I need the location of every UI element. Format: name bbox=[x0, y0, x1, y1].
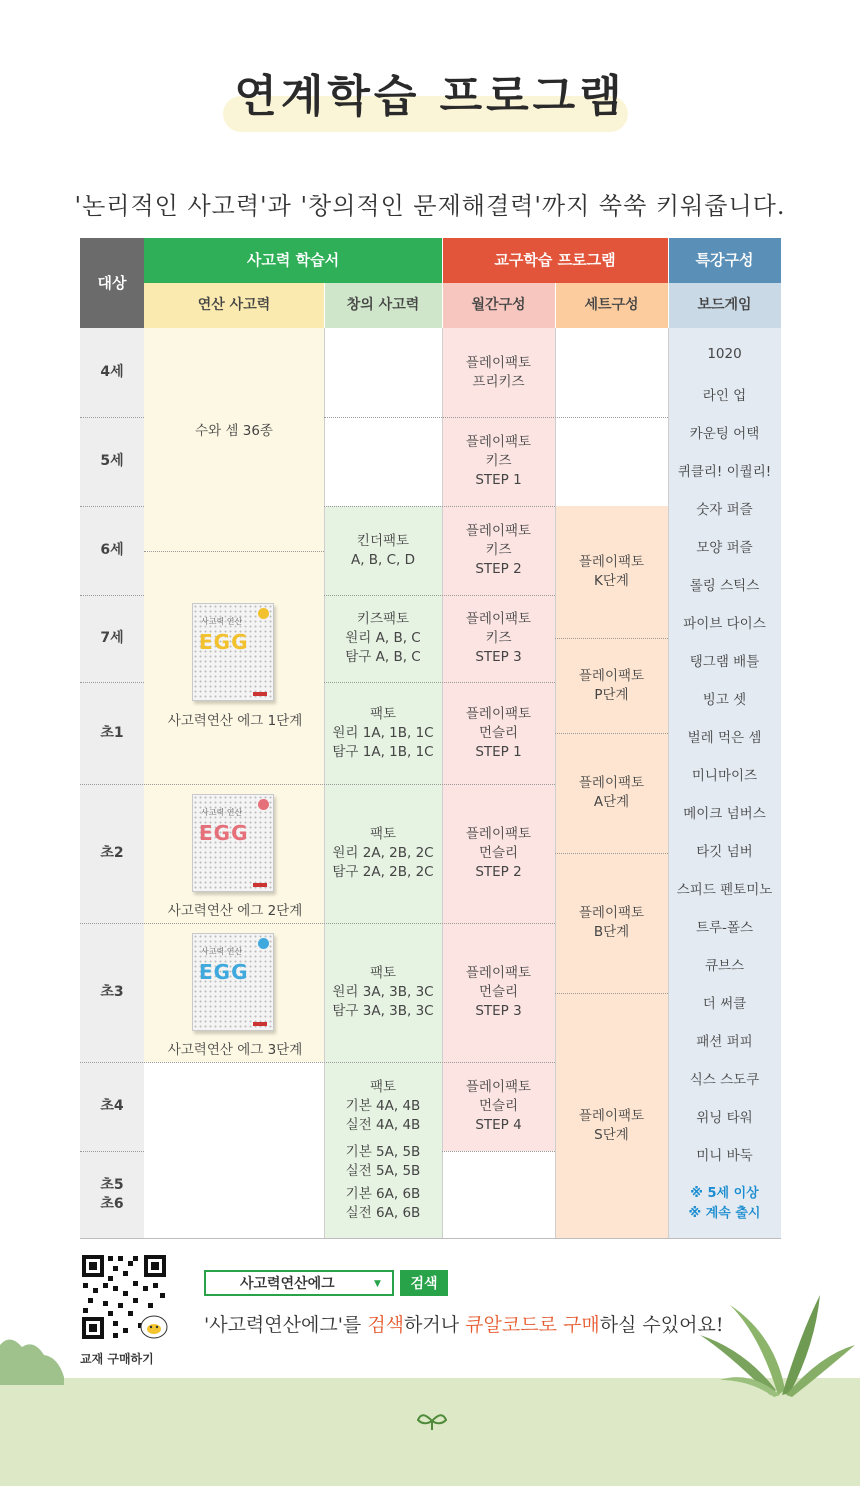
set-p: 플레이팩토 P단계 bbox=[555, 638, 668, 733]
hint-text: 하거나 bbox=[404, 1314, 466, 1336]
search-input[interactable]: 사고력연산에그 bbox=[204, 1270, 394, 1296]
book-logo: EGG bbox=[199, 630, 249, 654]
header-special: 특강구성 bbox=[668, 238, 781, 283]
qr-code-graphic bbox=[80, 1253, 168, 1341]
board-game-item: 스피드 펜토미노 bbox=[676, 882, 773, 898]
divider bbox=[442, 328, 443, 1238]
subheader-board: 보드게임 bbox=[668, 283, 781, 328]
monthly-kids-3: 플레이팩토 키즈 STEP 3 bbox=[442, 595, 555, 682]
row-separator bbox=[555, 993, 668, 994]
creative-facto-2: 팩토 원리 2A, 2B, 2C 탐구 2A, 2B, 2C bbox=[324, 784, 442, 923]
creative-kinder: 킨더팩토 A, B, C, D bbox=[324, 506, 442, 595]
row-label: 4세 bbox=[80, 328, 144, 417]
book-2-caption: 사고력연산 에그 2단계 bbox=[167, 903, 303, 919]
search-button[interactable]: 검색 bbox=[400, 1270, 448, 1296]
monthly-kids-1: 플레이팩토 키즈 STEP 1 bbox=[442, 417, 555, 506]
row-separator bbox=[555, 638, 668, 639]
table-bottom-border bbox=[80, 1238, 781, 1239]
egg-book-2-cover bbox=[192, 794, 274, 892]
monthly-step-2: 플레이팩토 먼슬리 STEP 2 bbox=[442, 784, 555, 923]
creative-facto-6: 기본 6A, 6B 실전 6A, 6B bbox=[324, 1182, 442, 1238]
monthly-kids-2: 플레이팩토 키즈 STEP 2 bbox=[442, 506, 555, 595]
publisher-logo bbox=[253, 883, 267, 887]
set-k: 플레이팩토 K단계 bbox=[555, 506, 668, 638]
subheader-set: 세트구성 bbox=[555, 283, 668, 328]
creative-empty-5 bbox=[324, 417, 442, 506]
row-separator bbox=[324, 417, 668, 418]
title-block bbox=[0, 52, 860, 142]
creative-facto-4: 팩토 기본 4A, 4B 실전 4A, 4B bbox=[324, 1062, 442, 1142]
hint-text: '사고력연산에그'를 bbox=[204, 1314, 368, 1336]
monthly-step-3: 플레이팩토 먼슬리 STEP 3 bbox=[442, 923, 555, 1062]
board-game-item: 패션 퍼피 bbox=[696, 1034, 753, 1050]
board-game-item: 숫자 퍼즐 bbox=[696, 502, 753, 518]
row-separator bbox=[80, 417, 144, 418]
row-separator bbox=[80, 1151, 144, 1152]
book-3-caption: 사고력연산 에그 3단계 bbox=[167, 1042, 303, 1058]
monthly-step-4: 플레이팩토 먼슬리 STEP 4 bbox=[442, 1062, 555, 1151]
monthly-prekids: 플레이팩토 프리키즈 bbox=[442, 328, 555, 417]
board-game-item: 파이브 다이스 bbox=[683, 616, 766, 632]
row-separator bbox=[80, 923, 555, 924]
board-game-item: 타깃 넘버 bbox=[696, 844, 753, 860]
creative-facto-3: 팩토 원리 3A, 3B, 3C 탐구 3A, 3B, 3C bbox=[324, 923, 442, 1062]
board-game-item: 미니마이즈 bbox=[691, 768, 758, 784]
row-separator bbox=[80, 682, 144, 683]
page-subtitle: '논리적인 사고력'과 '창의적인 문제해결력'까지 쑥쑥 키워줍니다. bbox=[74, 192, 786, 220]
board-game-item: 탱그램 배틀 bbox=[689, 654, 760, 670]
egg-book-3-cover bbox=[192, 933, 274, 1031]
board-note: ※ 계속 출시 bbox=[688, 1206, 761, 1221]
board-game-item: 식스 스도쿠 bbox=[689, 1072, 760, 1088]
qr-caption: 교재 구매하기 bbox=[80, 1352, 154, 1366]
board-game-item: 메이크 넘버스 bbox=[683, 806, 766, 822]
set-b: 플레이팩토 B단계 bbox=[555, 853, 668, 993]
level-badge bbox=[258, 938, 269, 949]
egg-book-1-cover bbox=[192, 603, 274, 701]
monthly-empty bbox=[442, 1151, 555, 1238]
board-game-item: 1020 bbox=[707, 346, 742, 362]
book-1-caption: 사고력연산 에그 1단계 bbox=[167, 713, 303, 729]
row-label: 7세 bbox=[80, 595, 144, 682]
row-separator bbox=[80, 1062, 555, 1063]
calc-empty-cell bbox=[144, 1062, 324, 1238]
book-title: 사고력 연산 bbox=[201, 947, 243, 956]
hint-highlight: 검색 bbox=[367, 1314, 405, 1336]
creative-empty-4 bbox=[324, 328, 442, 417]
plant-decoration bbox=[690, 1295, 860, 1405]
board-game-item: 더 써클 bbox=[702, 996, 747, 1012]
row-label: 초3 bbox=[80, 923, 144, 1062]
row-separator bbox=[144, 551, 324, 552]
board-game-item: 벌레 먹은 셈 bbox=[687, 730, 762, 746]
level-badge bbox=[258, 608, 269, 619]
board-game-item: 카운팅 어택 bbox=[689, 426, 760, 442]
book-title: 사고력 연산 bbox=[201, 617, 243, 626]
row-label: 초2 bbox=[80, 784, 144, 923]
divider bbox=[555, 328, 556, 1238]
qr-code[interactable] bbox=[80, 1253, 168, 1341]
hint-text: 하실 수있어요! bbox=[599, 1314, 724, 1336]
book-title: 사고력 연산 bbox=[201, 808, 243, 817]
sprout-icon bbox=[414, 1408, 450, 1432]
creative-facto-1: 팩토 원리 1A, 1B, 1C 탐구 1A, 1B, 1C bbox=[324, 682, 442, 784]
header-target: 대상 bbox=[80, 238, 144, 328]
row-label: 5세 bbox=[80, 417, 144, 506]
row-label: 초5 초6 bbox=[80, 1151, 144, 1238]
row-separator bbox=[324, 682, 555, 683]
publisher-logo bbox=[253, 692, 267, 696]
board-game-item: 빙고 셋 bbox=[702, 692, 747, 708]
board-game-item: 트루-폴스 bbox=[695, 920, 754, 936]
board-game-item: 미니 바둑 bbox=[696, 1148, 753, 1164]
board-game-item: 모양 퍼즐 bbox=[696, 540, 753, 556]
book-logo: EGG bbox=[199, 821, 249, 845]
board-game-item: 위닝 타워 bbox=[696, 1110, 753, 1126]
set-s: 플레이팩토 S단계 bbox=[555, 993, 668, 1238]
board-game-item: 라인 업 bbox=[702, 388, 747, 404]
row-separator bbox=[324, 506, 555, 507]
chevron-down-icon[interactable]: ▼ bbox=[374, 1279, 381, 1289]
row-separator bbox=[80, 595, 144, 596]
row-separator bbox=[555, 853, 668, 854]
bush-left-decoration bbox=[0, 1325, 70, 1385]
row-label: 6세 bbox=[80, 506, 144, 595]
subheader-monthly: 월간구성 bbox=[442, 283, 555, 328]
row-separator bbox=[80, 506, 144, 507]
row-label: 초4 bbox=[80, 1062, 144, 1151]
page-title: 연계학습 프로그램 bbox=[234, 71, 626, 122]
row-separator bbox=[324, 595, 555, 596]
book-logo: EGG bbox=[199, 960, 249, 984]
hint-highlight: 큐알코드로 구매 bbox=[465, 1314, 600, 1336]
creative-kids: 키즈팩토 원리 A, B, C 탐구 A, B, C bbox=[324, 595, 442, 682]
header-toy: 교구학습 프로그램 bbox=[442, 238, 668, 283]
row-separator bbox=[555, 733, 668, 734]
row-separator bbox=[442, 1151, 555, 1152]
divider bbox=[324, 328, 325, 1238]
board-game-item: 롤링 스틱스 bbox=[689, 578, 760, 594]
row-label: 초1 bbox=[80, 682, 144, 784]
row-separator bbox=[80, 784, 555, 785]
board-note: ※ 5세 이상 bbox=[690, 1186, 759, 1201]
board-game-item: 퀴클리! 이퀄리! bbox=[677, 464, 772, 480]
calc-suwa-cell: 수와 셈 36종 bbox=[144, 328, 324, 551]
search-hint bbox=[204, 1310, 724, 1337]
creative-facto-5: 기본 5A, 5B 실전 5A, 5B bbox=[324, 1142, 442, 1182]
subheader-calc: 연산 사고력 bbox=[144, 283, 324, 328]
board-game-item: 큐브스 bbox=[704, 958, 745, 974]
header-thinking: 사고력 학습서 bbox=[144, 238, 442, 283]
subheader-creative: 창의 사고력 bbox=[324, 283, 442, 328]
publisher-logo bbox=[253, 1022, 267, 1026]
monthly-step-1: 플레이팩토 먼슬리 STEP 1 bbox=[442, 682, 555, 784]
level-badge bbox=[258, 799, 269, 810]
set-a: 플레이팩토 A단계 bbox=[555, 733, 668, 853]
